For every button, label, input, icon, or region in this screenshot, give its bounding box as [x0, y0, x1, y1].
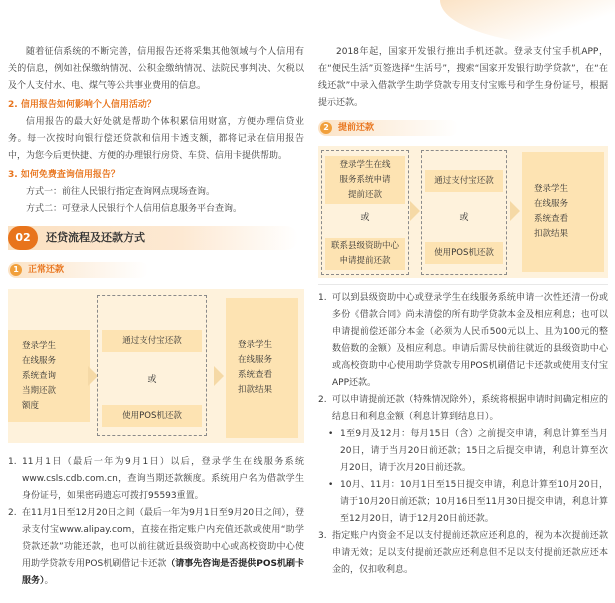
list-item: 1. 11月1日（最后一年为9月1日）以后，登录学生在线服务系统www.csls.cdb.com.cn，查询当期还款额度。系统用户名为借款学生身份证号，如果密码遗忘可拨打95593重置。 [8, 457, 304, 501]
divider [318, 284, 608, 285]
badge-2: 2 [320, 122, 332, 134]
early-apply-online: 登录学生在线 服务系统申请 提前还款 [325, 156, 405, 204]
normal-option-pos: 使用POS机还款 [102, 405, 202, 427]
early-step-result: 登录学生 在线服务 系统查看 扣款结果 [522, 152, 604, 272]
early-or-2: 或 [459, 213, 469, 223]
bullet-item: • 1至9月及12月：每月15日（含）之前提交申请，利息计算至当月20日，请于当月20日前还款；15日之后提交申请，利息计算至次月20日，请于次月20日前还款。 [328, 426, 608, 477]
normal-or: 或 [147, 375, 157, 385]
normal-repayment-label: 正常还款 [28, 265, 65, 275]
section-title: 还贷流程及还款方式 [46, 231, 145, 244]
list-item: 2. 可以申请提前还款（特殊情况除外），系统将根据申请时间确定相应的结息日和利息金额（利息计算到结息日）。 [318, 395, 608, 422]
q3-method-1: 方式一：前往人民银行指定查询网点现场查询。 [26, 187, 216, 197]
pos-note: （请事先咨询是否提供POS机刷卡服务） [22, 559, 304, 586]
badge-1: 1 [10, 264, 22, 276]
normal-repayment-list [8, 454, 304, 590]
normal-arrow-2 [214, 366, 224, 386]
normal-step-query: 登录学生 在线服务 系统查询 当期还款 额度 [8, 330, 90, 422]
intro-paragraph: 随着征信系统的不断完善，信用报告还将采集其他领域与个人信用有关的信息，例如社保缴纳情况、公积金缴纳情况、法院民事判决、欠税以及个人支付水、电、煤气等公共事业费用的信息。 [8, 47, 304, 91]
early-repayment-header [318, 120, 458, 136]
early-apply-county: 联系县级资助中心 申请提前还款 [325, 238, 405, 270]
q2-title: 2. 信用报告如何影响个人信用活动？ [8, 100, 156, 110]
q3-title: 3. 如何免费查询信用报告？ [8, 170, 120, 180]
early-option-alipay: 通过支付宝还款 [425, 170, 503, 192]
app-repayment-text: 2018年起，国家开发银行推出手机还款。登录支付宝手机APP，在“便民生活”页签选择“生活号”，搜索“国家开发银行助学贷款”，在“在线还款”中录入借款学生助学贷款专用支付宝账号和学生身份证号，根据提示还款。 [318, 47, 608, 108]
early-repayment-list [318, 290, 608, 579]
left-column-text [8, 44, 304, 218]
early-option-pos: 使用POS机还款 [425, 242, 503, 264]
normal-repayment-header [8, 262, 148, 278]
list-item: 2. 在11月1日至12月20日之间（最后一年为9月1日至9月20日之间），登录支付宝www.alipay.com，直接在指定账户内充值还款或使用“助学贷款还款”功能还款，也可以前往就近县级资助中心或高校资助中心使用助学贷款专用POS机刷借记卡还款（请事先咨询是否提供POS机刷卡服务）。 [8, 508, 304, 586]
early-repayment-label: 提前还款 [338, 123, 375, 133]
early-arrow-1 [410, 201, 420, 221]
q3-method-2: 方式二：可登录人民银行个人信用信息服务平台查询。 [26, 204, 243, 214]
list-item: 3. 指定账户内资金不足以支付提前还款应还利息的，视为本次提前还款申请无效；足以支付提前还款应还利息但不足以支付提前还款应还本金的，仅扣收利息。 [318, 531, 608, 575]
header-decoration [440, 0, 615, 46]
bullet-item: • 10月、11月：10月1日至15日提交申请，利息计算至10月20日，请于10月20日前还款；10月16日至11月30日提交申请，利息计算至12月20日，请于12月20日前还款。 [328, 477, 608, 528]
early-or-1: 或 [360, 213, 370, 223]
list-item: 1. 可以到县级资助中心或登录学生在线服务系统申请一次性还清一份或多份《借款合同》尚未清偿的所有助学贷款本金及相应利息；也可以申请提前偿还部分本金（必须为人民币500元以上、且为100元的整数倍数的金额）及相应利息。申请后需尽快前往就近的县级资助中心或高校资助中心使用助学贷款专用POS机刷借记卡还款或使用支付宝APP还款。 [318, 293, 608, 388]
q2-body: 信用报告的最大好处就是帮助个体积累信用财富，方便办理信贷业务。每一次按时向银行偿还贷款和信用卡透支额，都将记录在信用报告中，为您今后更快捷、方便的办理银行房贷、车贷、信用卡提供帮助。 [8, 117, 304, 161]
normal-option-alipay: 通过支付宝还款 [102, 330, 202, 352]
early-arrow-2 [510, 201, 520, 221]
section-banner [8, 226, 298, 250]
normal-step-result: 登录学生 在线服务 系统查看 扣款结果 [226, 298, 298, 438]
section-number: 02 [8, 226, 38, 250]
